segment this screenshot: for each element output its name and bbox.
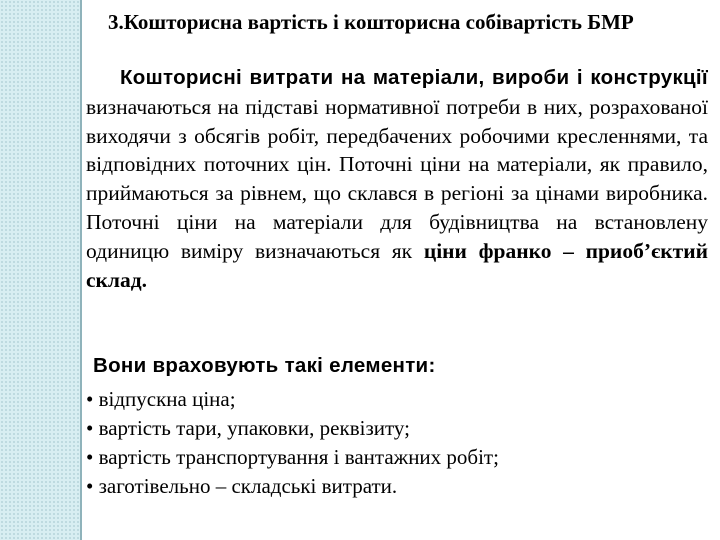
list-item: • вартість тари, упаковки, реквізиту; <box>86 416 410 440</box>
elements-list <box>86 385 706 501</box>
paragraph-lead: Кошторисні витрати на матеріали, вироби і конструкції <box>120 66 708 89</box>
slide-title: 3.Кошторисна вартість і кошторисна собівартість БМР <box>108 10 634 34</box>
list-item: • заготівельно – складські витрати. <box>86 474 398 498</box>
decorative-sidebar <box>0 0 80 540</box>
list-item: • відпускна ціна; <box>86 387 236 411</box>
sidebar-divider <box>80 0 82 540</box>
paragraph-body: визначаються на підставі нормативної потреби в них, розрахованої виходячи з обсягів робіт, передбачених робочими кресленнями, та відповідних поточних цін. Поточні ціни на матеріали, як правило, приймаються за рівнем, що склався в регіоні за цінами виробника. Поточні ціни на матеріали для будівництва на встановлену одиницю виміру визначаються як <box>86 94 708 263</box>
body-paragraph <box>86 63 708 294</box>
elements-heading: Вони враховують такі елементи: <box>93 354 436 377</box>
paragraph-emphasis: ціни франко – приоб’єктий склад. <box>86 238 708 292</box>
list-item: • вартість транспортування і вантажних робіт; <box>86 445 499 469</box>
